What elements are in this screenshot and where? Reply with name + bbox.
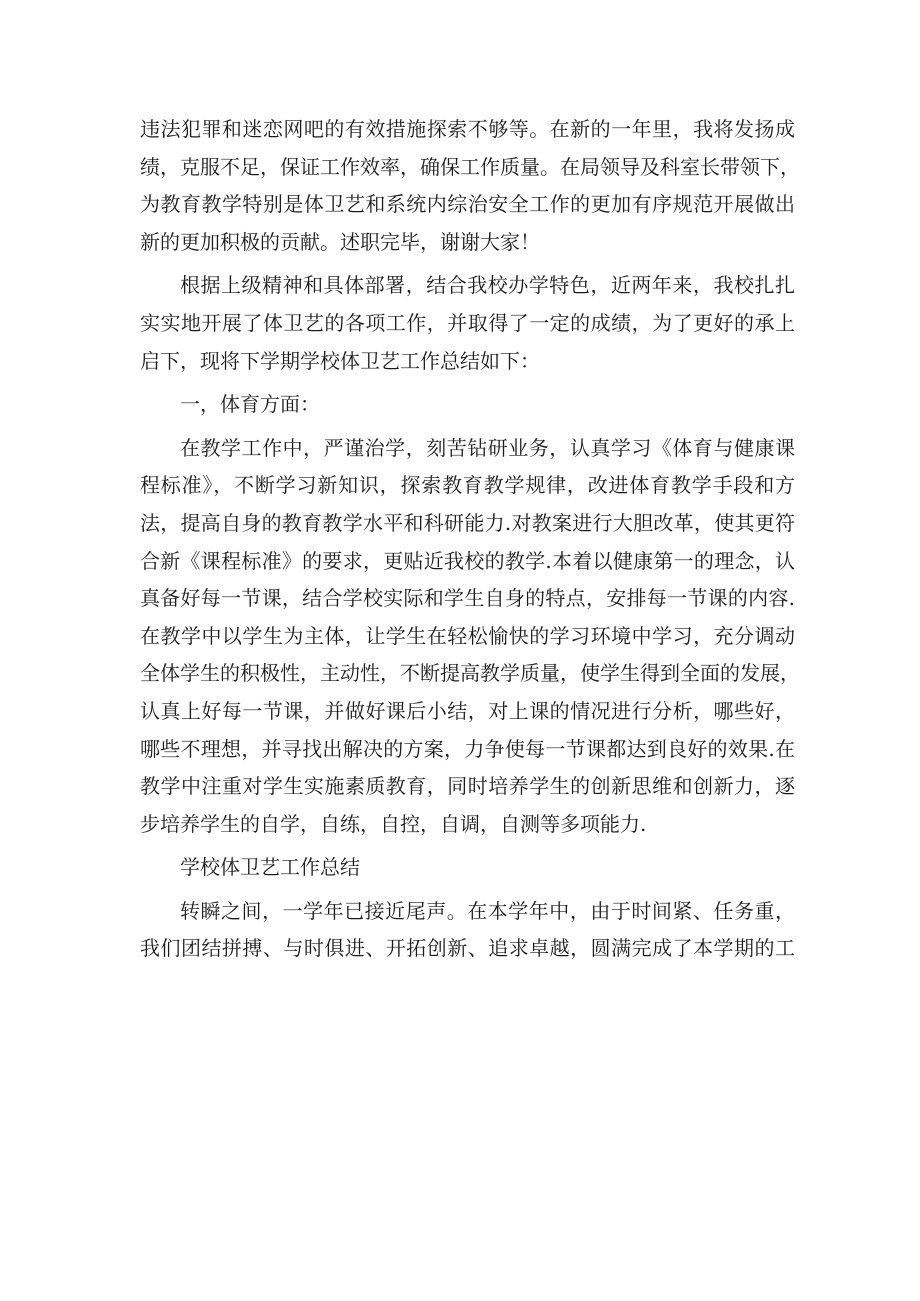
paragraph-teaching [140,430,800,844]
text-line: 在教学工作中，严谨治学，刻苦钻研业务，认真学习《体育与健康课 [180,435,795,460]
text-line: 为教育教学特别是体卫艺和系统内综治安全工作的更加有序规范开展做出 [140,192,795,217]
text-line: 法，提高自身的教育教学水平和科研能力.对教案进行大胆改革，使其更符 [140,510,795,535]
paragraph-intro [140,267,795,380]
text-line: 认真上好每一节课，并做好课后小结，对上课的情况进行分析，哪些好， [140,698,795,723]
text-line: 合新《课程标准》的要求，更贴近我校的教学.本着以健康第一的理念，认 [140,548,795,573]
text-line: 我们团结拼搏、与时俱进、开拓创新、追求卓越，圆满完成了本学期的工 [140,936,795,961]
text-line: 教学中注重对学生实施素质教育，同时培养学生的创新思维和创新力，逐 [140,774,795,799]
text-line: 在教学中以学生为主体，让学生在轻松愉快的学习环境中学习，充分调动 [140,623,795,648]
paragraph-continuation [140,111,800,261]
text-line: 真备好每一节课，结合学校实际和学生自身的特点，安排每一节课的内容. [140,586,795,611]
paragraph-summary [140,893,795,968]
text-line: 学校体卫艺工作总结 [180,855,360,880]
text-line: 实实地开展了体卫艺的各项工作，并取得了一定的成绩，为了更好的承上 [140,310,795,335]
text-line: 启下，现将下学期学校体卫艺工作总结如下： [140,348,540,373]
text-line: 新的更加积极的贡献。述职完毕，谢谢大家！ [140,229,540,254]
section-heading-sports [140,386,795,424]
text-line: 根据上级精神和具体部署，结合我校办学特色，近两年来，我校扎扎 [180,273,795,298]
text-line: 步培养学生的自学，自练，自控，自调，自测等多项能力. [140,811,647,836]
text-line: 绩，克服不足，保证工作效率，确保工作质量。在局领导及科室长带领下， [140,154,800,179]
text-line: 全体学生的积极性，主动性，不断提高教学质量，使学生得到全面的发展， [140,661,800,686]
section-title [140,849,795,887]
text-line: 程标准》，不断学习新知识，探索教育教学规律，改进体育教学手段和方 [140,473,795,498]
text-line: 违法犯罪和迷恋网吧的有效措施探索不够等。在新的一年里，我将发扬成 [140,117,795,141]
text-line: 一，体育方面： [180,392,320,417]
text-line: 转瞬之间，一学年已接近尾声。在本学年中，由于时间紧、任务重， [180,898,795,923]
text-line: 哪些不理想，并寻找出解决的方案，力争使每一节课都达到良好的效果.在 [140,736,795,761]
document-body [140,111,800,968]
